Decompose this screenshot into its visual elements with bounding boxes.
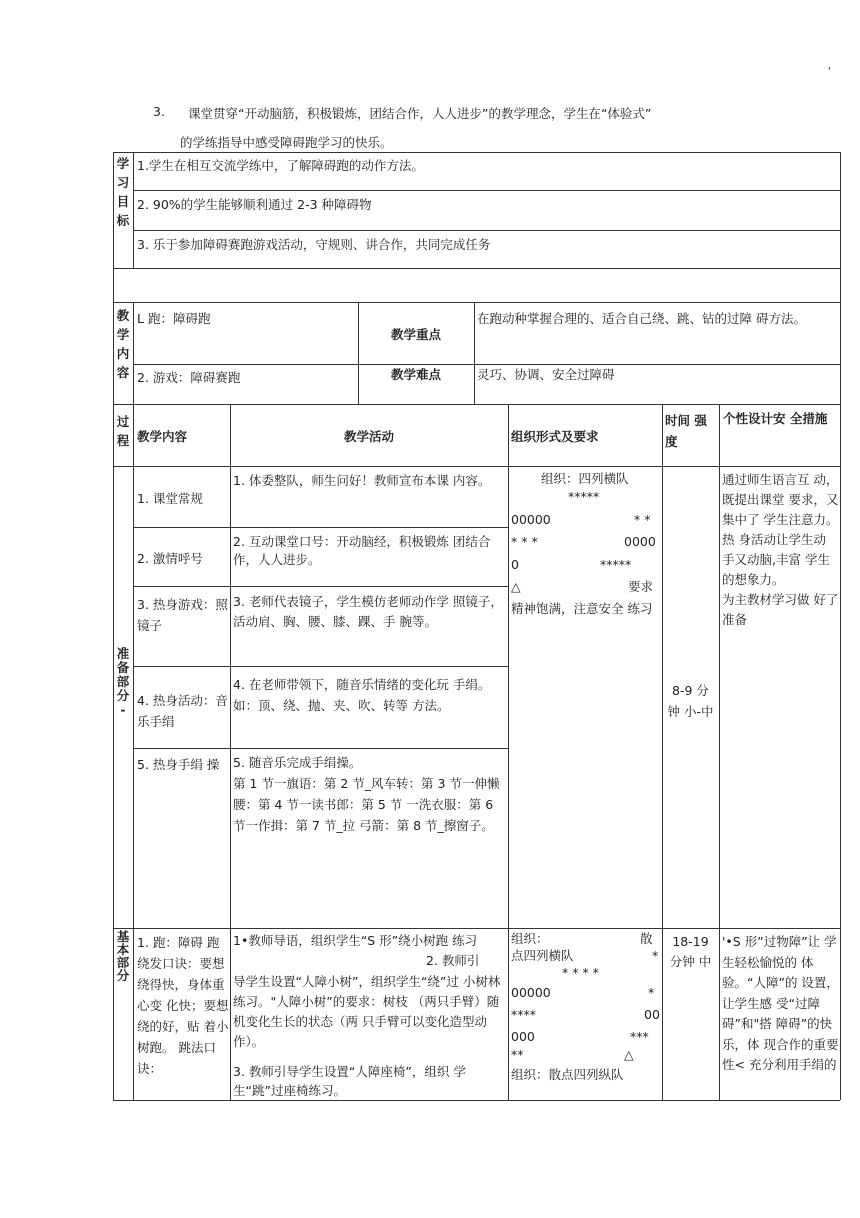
difficulty-text: 灵巧、协调、安全过障碍 — [477, 367, 615, 382]
header-time: 时间 强度 — [665, 413, 707, 449]
corner-mark: ' — [828, 66, 831, 77]
basic-org-line: * * * * — [562, 965, 599, 980]
objectives-label: 学 习 目 标 — [116, 156, 130, 228]
prep-time: 8-9 分 钟 小-中 — [667, 683, 714, 719]
prep-label: 准 备 部 分 - — [116, 646, 130, 717]
prep-org-row: ***** — [568, 489, 600, 504]
basic-org-line: ** — [511, 1047, 524, 1062]
intro-line-1: 课堂贯穿“开动脑筋，积极锻炼，团结合作，人人进步”的教学理念，学生在“体验式” — [188, 106, 652, 121]
header-content: 教学内容 — [137, 429, 188, 444]
basic-content: 1. 跑：障碍 跑 绕发口诀：要想 绕得快，身体重 心变 化快；要想 绕的好，贴 着小 树跑。 跳法口 诀： — [137, 935, 229, 1076]
content-item-2: 2. 游戏：障碍赛跑 — [137, 370, 241, 385]
prep-content-3: 3. 热身游戏：照 镜子 — [137, 597, 228, 633]
prep-org-row: * * — [634, 512, 651, 527]
basic-activity-1: 1•教师导语，组织学生“S 形”绕小树跑 练习 — [233, 933, 478, 948]
prep-activity-5: 5. 随音乐完成手绢操。 第 1 节一旗语：第 2 节_风车转：第 3 节一伸懒腰：第 4 节一读书郎：第 5 节 一洗衣服：第 6 节一作揖：第 7 节_拉 弓箭：第 8 节_擦窗子。 — [233, 755, 500, 833]
prep-org-row: 要求 — [628, 579, 654, 594]
basic-time: 18-19 分钟 中 — [669, 934, 712, 969]
prep-activity-3: 3. 老师代表镜子，学生模仿老师动作学 照镜子，活动肩、胸、腰、膝、踝、手 腕等。 — [233, 594, 503, 629]
prep-org-row: * * * — [511, 534, 538, 549]
basic-org-line: *** — [630, 1029, 649, 1044]
basic-org-line: 组织：散点四列纵队 — [511, 1067, 624, 1082]
basic-org-line: * — [652, 948, 659, 963]
basic-org-line: 00 — [644, 1007, 660, 1022]
basic-org-line: 点四列横队 — [511, 948, 574, 963]
content-item-1: L 跑：障碍跑 — [137, 311, 211, 326]
intro-number: 3. — [153, 104, 165, 119]
intro-line-2: 的学练指导中感受障碍跑学习的快乐。 — [180, 135, 393, 150]
objective-item-2: 2. 90%的学生能够顺利通过 2-3 种障碍物 — [137, 197, 372, 212]
prep-activity-2: 2. 互动课堂口号：开动脑经，积极锻炼 团结合作，人人进步。 — [233, 534, 491, 567]
prep-design: 通过师生语言互 动，既提出课堂 要求，又集中了 学生注意力。热 身活动让学生动 手又动脑,丰富 学生的想象力。 为主教材学习做 好了准备 — [722, 472, 839, 627]
basic-org-line: 组织： — [511, 931, 549, 946]
header-activity: 教学活动 — [343, 429, 394, 444]
basic-org-line: * — [648, 985, 655, 1000]
prep-org-row: 0 — [511, 557, 519, 572]
basic-org-line: 散 — [640, 931, 653, 946]
basic-design: '•S 形”过物障”让 学生轻松愉悦的 体验。“人障”的 设置，让学生感 受“过障碍”和"搭 障碍”的快乐，体 现合作的重要性< 充分利用手绢的 — [722, 934, 839, 1072]
prep-activity-4: 4. 在老师带领下，随音乐情绪的变化玩 手绢。如：顶、绕、抛、夹、吹、转等 方法。 — [233, 677, 491, 713]
basic-org-line: **** — [511, 1007, 536, 1022]
objective-item-3: 3. 乐于参加障碍赛跑游戏活动，守规则、讲合作，共同完成任务 — [137, 237, 491, 252]
prep-org-row: 0000 — [624, 534, 656, 549]
prep-content-4: 4. 热身活动：音 乐手绢 — [137, 693, 228, 729]
prep-activity-1: 1. 体委整队，师生问好！教师宣布本课 内容。 — [233, 473, 491, 488]
prep-org-title: 组织：四列横队 — [541, 471, 629, 486]
prep-content-1: 1. 课堂常规 — [137, 491, 203, 506]
basic-org-line: 00000 — [511, 985, 551, 1000]
objective-item-1: 1.学生在相互交流学练中，了解障碍跑的动作方法。 — [137, 158, 424, 173]
prep-org-row: ***** — [600, 557, 632, 572]
difficulty-label: 教学难点 — [390, 367, 441, 382]
key-point-text: 在跑动种掌握合理的、适合自己绕、跳、钻的过障 碍方法。 — [477, 311, 806, 326]
basic-activity-4: 3. 教师引导学生设置“人障座椅”，组织 学生“跳”过座椅练习。 — [233, 1064, 466, 1098]
prep-org-row: 00000 — [511, 512, 551, 527]
basic-label: 基 本 部 分 — [116, 929, 130, 983]
header-design: 个性设计安 全措施 — [723, 411, 828, 426]
header-organization: 组织形式及要求 — [511, 429, 599, 444]
prep-content-2: 2. 激情呼号 — [137, 551, 203, 566]
teaching-content-label: 教 学 内 容 — [116, 308, 130, 380]
prep-org-requirement: 精神饱满，注意安全 练习 — [511, 601, 653, 616]
prep-content-5: 5. 热身手绢 操 — [137, 757, 220, 772]
basic-activity-3: 导学生设置“人障小树”，组织学生“绕”过 小树林练习。"人障小树”的要求：树枝 （两只手臂）随机变化生长的状态（两 只手臂可以变化造型动作）。 — [233, 974, 501, 1049]
prep-org-row: △ — [511, 579, 521, 594]
basic-org-line: 000 — [511, 1029, 535, 1044]
process-label: 过 程 — [116, 414, 130, 448]
basic-org-line: △ — [624, 1047, 634, 1062]
basic-activity-2: 2. 教师引 — [426, 953, 480, 968]
key-point-label: 教学重点 — [390, 327, 441, 342]
